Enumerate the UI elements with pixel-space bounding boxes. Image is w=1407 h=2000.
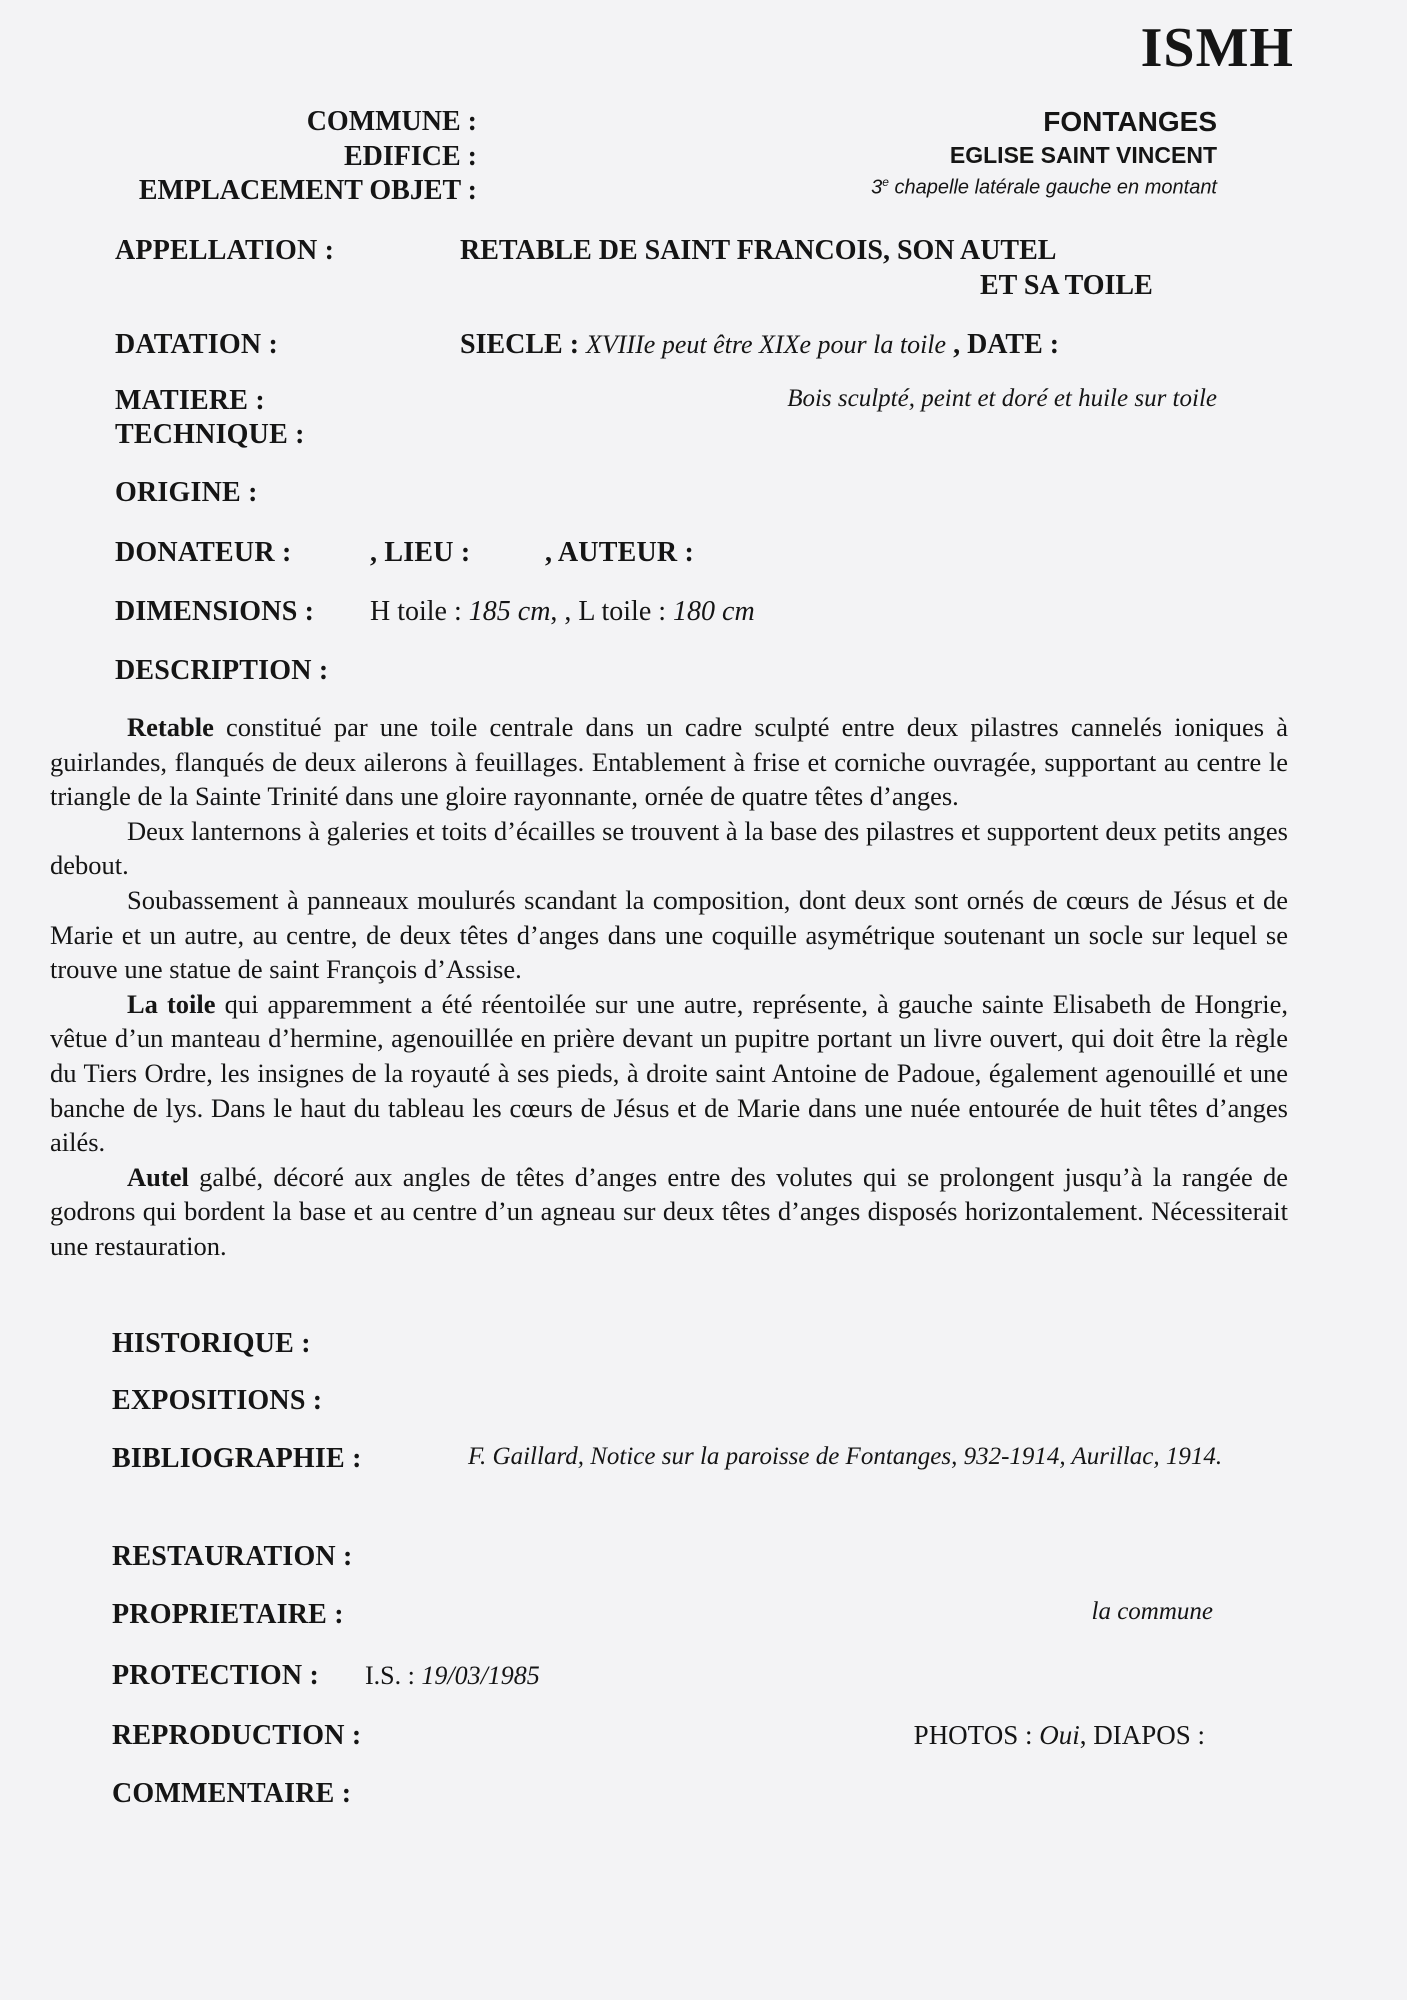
dim-h-value: 185 cm <box>468 596 551 627</box>
restauration-label: RESTAURATION : <box>112 1541 353 1572</box>
lanternons-text: Deux lanternons à galeries et toits d’écailles se trouvent à la base des pilastres et supportent deux petits anges debout. <box>50 815 1288 881</box>
description-body <box>50 710 1288 1264</box>
siecle-label: SIECLE : <box>460 329 587 360</box>
commentaire-label: COMMENTAIRE : <box>112 1778 352 1809</box>
photos-label: PHOTOS : <box>913 1720 1040 1750</box>
proprietaire-value: la commune <box>1091 1598 1213 1625</box>
bibliographie-label: BIBLIOGRAPHIE : <box>112 1443 362 1474</box>
dim-h-label: H toile : <box>370 596 469 627</box>
description-paragraph-lanternons <box>50 814 1288 883</box>
lieu-label: , LIEU : <box>370 537 471 568</box>
description-paragraph-toile <box>50 987 1288 1160</box>
toile-keyword: La toile <box>127 988 216 1019</box>
date-label: , DATE : <box>946 329 1060 360</box>
dim-l-label: , , L toile : <box>550 596 674 627</box>
commune-value: FONTANGES <box>1043 106 1217 137</box>
bibliographie-value: F. Gaillard, Notice sur la paroisse de Fontanges, 932-1914, Aurillac, 1914. <box>468 1443 1223 1470</box>
emplacement-number: 3 <box>871 176 883 199</box>
appellation-value-line2: ET SA TOILE <box>980 270 1153 301</box>
protection-prefix: I.S. : <box>365 1661 422 1690</box>
datation-label: DATATION : <box>115 329 278 360</box>
emplacement-value <box>871 175 1217 200</box>
emplacement-label: EMPLACEMENT OBJET : <box>138 175 477 206</box>
siecle-value: XVIIIe peut être XIXe pour la toile <box>586 330 947 359</box>
dimensions-value <box>370 596 755 628</box>
photos-diapos-value <box>914 1720 1205 1751</box>
retable-text: constitué par une toile centrale dans un cadre sculpté entre deux pilastres cannelés ioniques à guirlandes, flanqués de deux ailerons à feuillages. Entablement à frise et corniche ouvragée, supportant au centre le triangle de la Sainte Trinité dans une gloire rayonnante, ornée de quatre têtes d’anges. <box>50 712 1288 812</box>
protection-label: PROTECTION : <box>112 1660 319 1691</box>
description-paragraph-soubassement <box>50 883 1288 987</box>
matiere-technique-value: Bois sculpté, peint et doré et huile sur toile <box>787 385 1217 412</box>
emplacement-ordinal: e <box>882 175 889 189</box>
historique-label: HISTORIQUE : <box>112 1328 311 1359</box>
description-label: DESCRIPTION : <box>115 655 329 686</box>
siecle-field <box>460 329 1059 361</box>
edifice-value: EGLISE SAINT VINCENT <box>949 142 1217 168</box>
matiere-label: MATIERE : <box>115 385 265 416</box>
dim-l-value: 180 cm <box>673 596 755 627</box>
edifice-label: EDIFICE : <box>343 141 477 172</box>
protection-value <box>365 1661 540 1691</box>
auteur-label: , AUTEUR : <box>545 537 695 568</box>
appellation-label: APPELLATION : <box>115 235 335 266</box>
description-paragraph-retable <box>50 710 1288 814</box>
diapos-label: , DIAPOS : <box>1079 1720 1205 1750</box>
proprietaire-label: PROPRIETAIRE : <box>112 1599 344 1630</box>
protection-date: 19/03/1985 <box>421 1661 540 1690</box>
commune-label: COMMUNE : <box>306 106 477 137</box>
autel-keyword: Autel <box>127 1161 189 1192</box>
document-code: ISMH <box>1140 17 1294 79</box>
photos-value: Oui <box>1039 1720 1080 1750</box>
donateur-label: DONATEUR : <box>115 537 292 568</box>
technique-label: TECHNIQUE : <box>115 419 305 450</box>
reproduction-label: REPRODUCTION : <box>112 1720 362 1751</box>
toile-text: qui apparemment a été réentoilée sur une autre, représente, à gauche sainte Elisabeth de Hongrie, vêtue d’un manteau d’hermine, agenouillée en prière devant un pupitre portant un livre ouvert, qui doit être la règle du Tiers Ordre, les insignes de la royauté à ses pieds, à droite saint Antoine de Padoue, également agenouillé et une banche de lys. Dans le haut du tableau les cœurs de Jésus et de Marie dans une nuée entourée de huit têtes d’anges ailés. <box>50 988 1288 1158</box>
emplacement-text: chapelle latérale gauche en montant <box>888 176 1217 199</box>
dimensions-label: DIMENSIONS : <box>115 596 315 627</box>
origine-label: ORIGINE : <box>115 477 258 508</box>
autel-text: galbé, décoré aux angles de têtes d’anges entre des volutes qui se prolongent jusqu’à la rangée de godrons qui bordent la base et au centre d’un agneau sur deux têtes d’anges disposés horizontalement. Nécessiterait une restauration. <box>50 1161 1288 1261</box>
retable-keyword: Retable <box>127 712 214 742</box>
soubassement-text: Soubassement à panneaux moulurés scandant la composition, dont deux sont ornés de cœurs de Jésus et de Marie et un autre, au centre, de deux têtes d’anges dans une coquille asymétrique soutenant un socle sur lequel se trouve une statue de saint François d’Assise. <box>50 884 1288 985</box>
expositions-label: EXPOSITIONS : <box>112 1385 323 1416</box>
description-paragraph-autel <box>50 1160 1288 1264</box>
appellation-value-line1: RETABLE DE SAINT FRANCOIS, SON AUTEL <box>460 235 1057 266</box>
